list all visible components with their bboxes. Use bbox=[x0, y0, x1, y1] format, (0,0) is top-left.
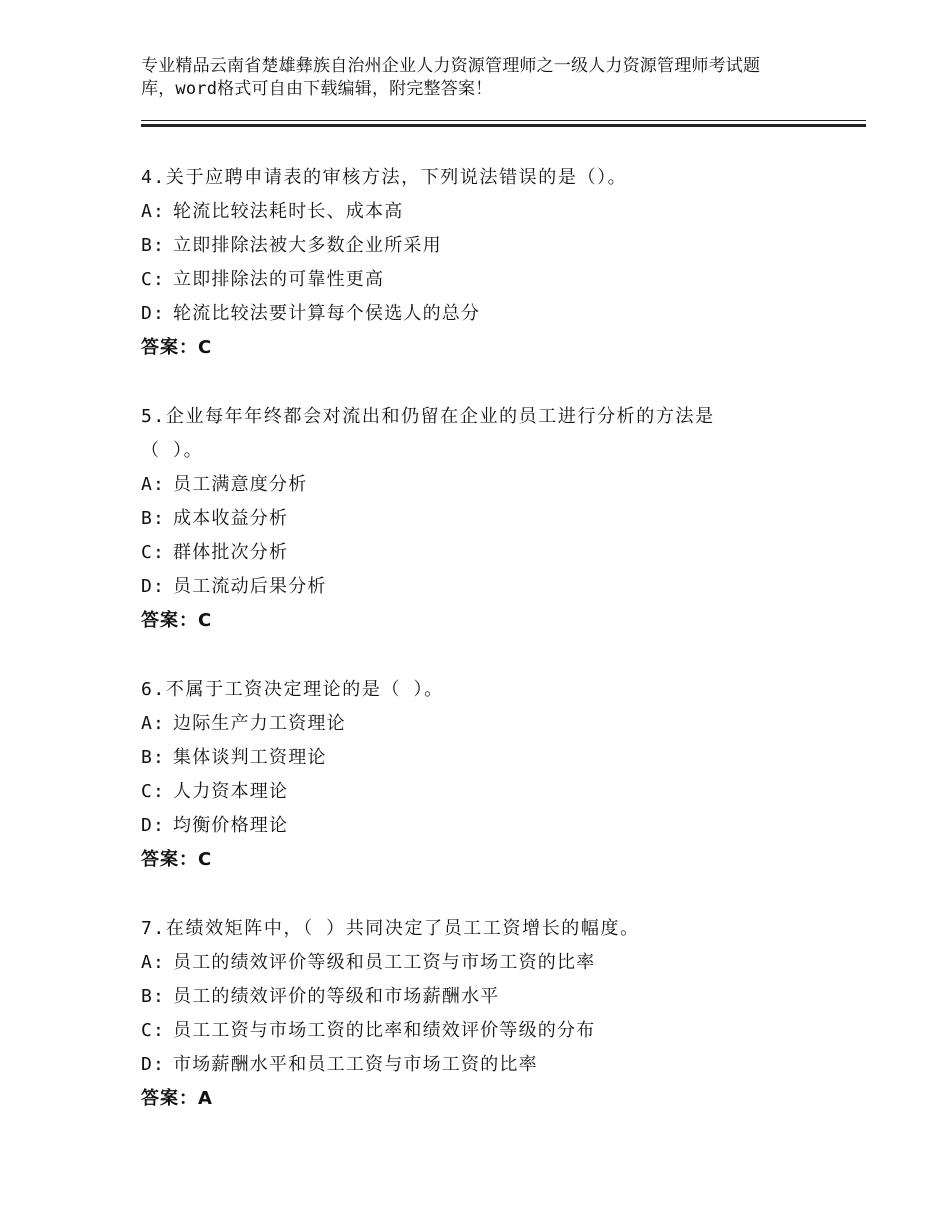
option-label: A: bbox=[141, 952, 166, 973]
option-text: 员工工资与市场工资的比率和绩效评价等级的分布 bbox=[173, 1020, 596, 1041]
question-stem: 6.不属于工资决定理论的是（ ）。 bbox=[141, 679, 444, 700]
option-b bbox=[141, 502, 861, 536]
option-a bbox=[141, 195, 861, 229]
option-label: A: bbox=[141, 713, 166, 734]
option-text: 均衡价格理论 bbox=[173, 815, 289, 836]
option-a bbox=[141, 946, 861, 980]
answer-line: 答案：C bbox=[141, 849, 213, 870]
option-text: 员工流动后果分析 bbox=[173, 576, 327, 597]
header-divider-thin bbox=[141, 120, 866, 121]
option-label: D: bbox=[141, 576, 166, 597]
question-block-5 bbox=[141, 400, 861, 638]
option-text: 成本收益分析 bbox=[173, 508, 289, 529]
option-label: B: bbox=[141, 508, 166, 529]
option-label: C: bbox=[141, 269, 166, 290]
answer-line: 答案：C bbox=[141, 337, 213, 358]
option-d bbox=[141, 809, 861, 843]
option-text: 轮流比较法耗时长、成本高 bbox=[173, 201, 404, 222]
question-block-6 bbox=[141, 673, 861, 877]
option-d bbox=[141, 1048, 861, 1082]
question-stem: 7.在绩效矩阵中，（ ）共同决定了员工工资增长的幅度。 bbox=[141, 918, 640, 939]
question-block-7 bbox=[141, 912, 861, 1116]
question-stem: 5.企业每年年终都会对流出和仍留在企业的员工进行分析的方法是 bbox=[141, 406, 715, 427]
option-text: 员工的绩效评价等级和员工工资与市场工资的比率 bbox=[173, 952, 596, 973]
option-text: 立即排除法的可靠性更高 bbox=[173, 269, 385, 290]
option-label: D: bbox=[141, 815, 166, 836]
option-label: A: bbox=[141, 201, 166, 222]
option-b bbox=[141, 980, 861, 1014]
option-label: D: bbox=[141, 1054, 166, 1075]
option-b bbox=[141, 229, 861, 263]
question-block-4 bbox=[141, 161, 861, 365]
option-text: 群体批次分析 bbox=[173, 542, 289, 563]
answer-line: 答案：C bbox=[141, 610, 213, 631]
answer-line: 答案：A bbox=[141, 1088, 213, 1109]
option-label: B: bbox=[141, 747, 166, 768]
option-label: A: bbox=[141, 474, 166, 495]
option-a bbox=[141, 468, 861, 502]
header-title-line-2: 库，word格式可自由下载编辑，附完整答案！ bbox=[141, 79, 493, 99]
option-label: C: bbox=[141, 542, 166, 563]
option-text: 人力资本理论 bbox=[173, 781, 289, 802]
option-text: 员工满意度分析 bbox=[173, 474, 308, 495]
option-label: C: bbox=[141, 781, 166, 802]
document-header bbox=[141, 55, 841, 101]
option-text: 员工的绩效评价的等级和市场薪酬水平 bbox=[173, 986, 500, 1007]
question-stem-continued: （ ）。 bbox=[141, 440, 204, 461]
option-text: 立即排除法被大多数企业所采用 bbox=[173, 235, 442, 256]
option-b bbox=[141, 741, 861, 775]
option-label: C: bbox=[141, 1020, 166, 1041]
question-stem: 4.关于应聘申请表的审核方法，下列说法错误的是（）。 bbox=[141, 167, 628, 188]
header-title-line-1: 专业精品云南省楚雄彝族自治州企业人力资源管理师之一级人力资源管理师考试题 bbox=[141, 56, 761, 76]
option-c bbox=[141, 263, 861, 297]
option-text: 轮流比较法要计算每个侯选人的总分 bbox=[173, 303, 481, 324]
option-label: B: bbox=[141, 235, 166, 256]
option-text: 集体谈判工资理论 bbox=[173, 747, 327, 768]
option-c bbox=[141, 775, 861, 809]
option-label: B: bbox=[141, 986, 166, 1007]
option-a bbox=[141, 707, 861, 741]
option-d bbox=[141, 570, 861, 604]
option-label: D: bbox=[141, 303, 166, 324]
option-text: 市场薪酬水平和员工工资与市场工资的比率 bbox=[173, 1054, 538, 1075]
option-c bbox=[141, 1014, 861, 1048]
option-c bbox=[141, 536, 861, 570]
header-divider-thick bbox=[141, 124, 866, 127]
option-d bbox=[141, 297, 861, 331]
option-text: 边际生产力工资理论 bbox=[173, 713, 346, 734]
